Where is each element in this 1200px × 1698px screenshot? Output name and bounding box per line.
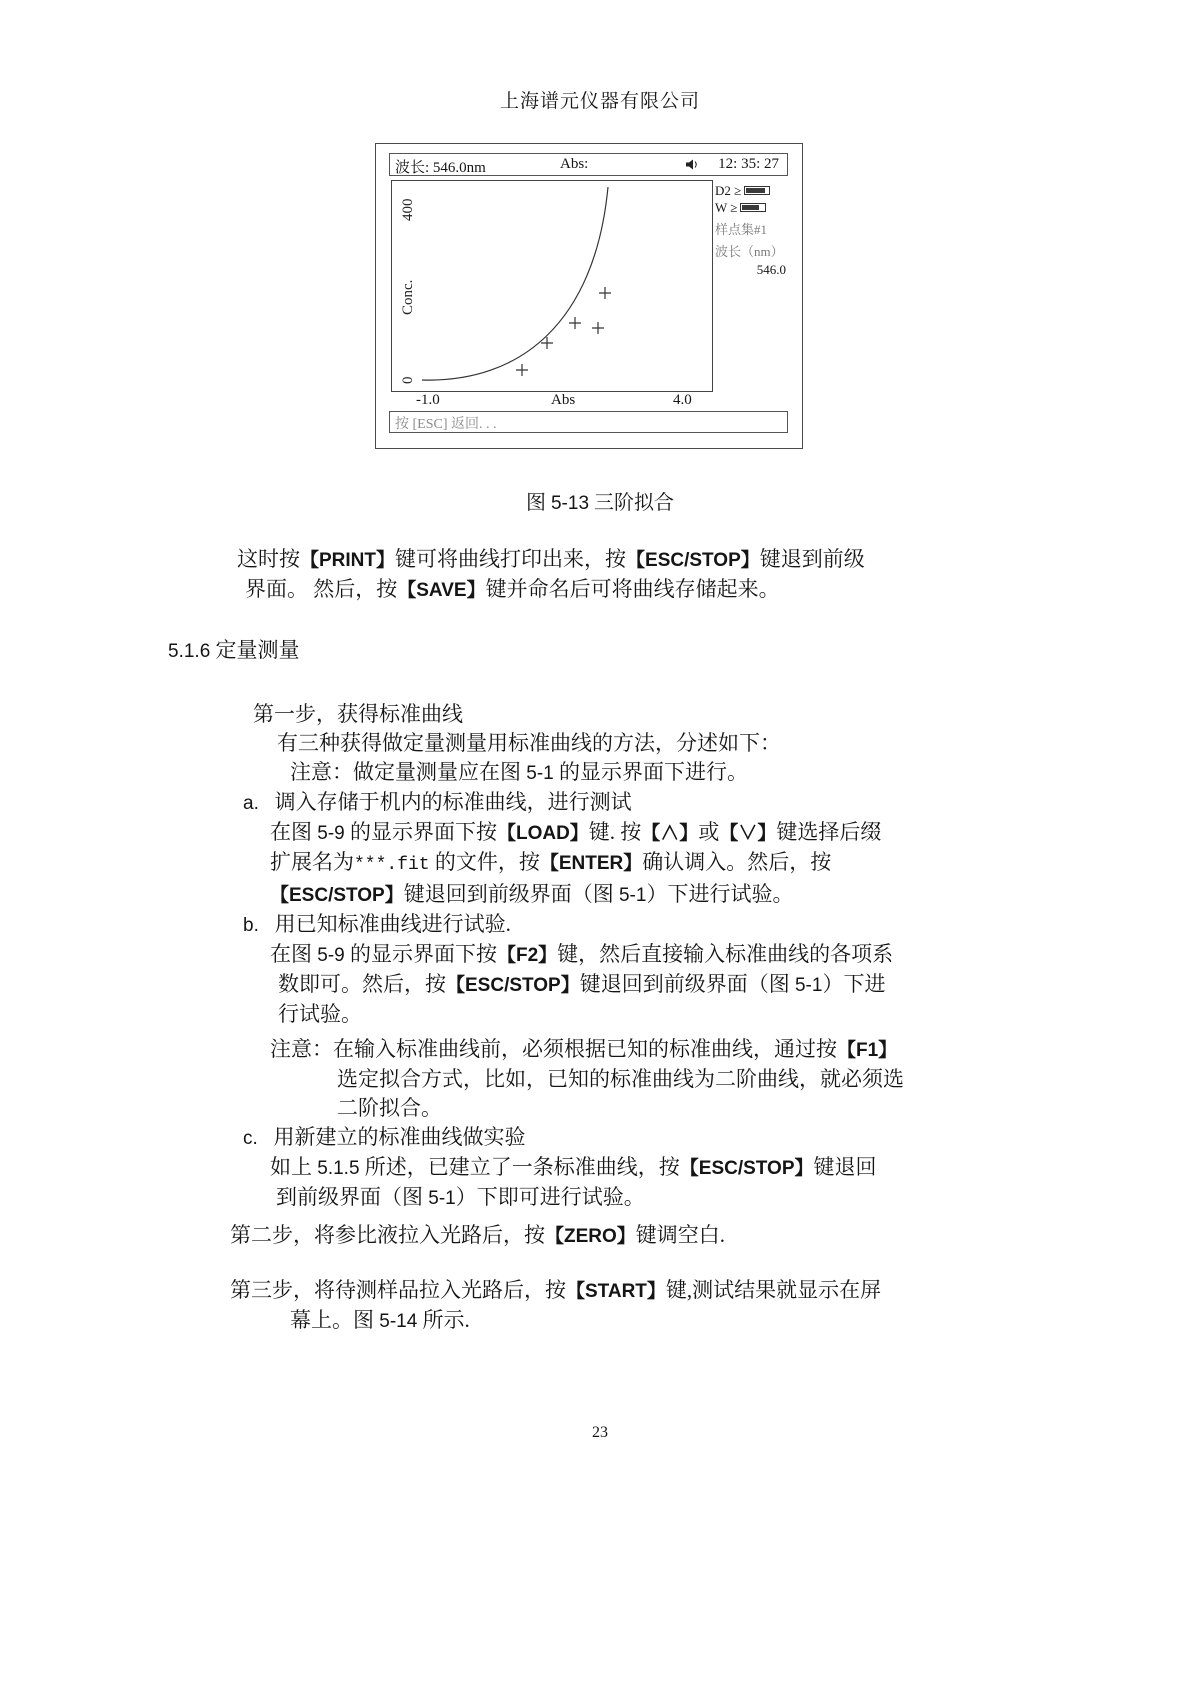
wavelength-readout: 波长: 546.0nm — [395, 160, 486, 176]
text-segment: . 按 — [609, 820, 642, 844]
text-segment: 【∨】 — [719, 823, 777, 844]
text-line — [0, 636, 1140, 666]
clock-readout: 12: 35: 27 — [718, 156, 779, 172]
text-segment: 二阶拟合。 — [337, 1096, 442, 1120]
data-point-marker — [516, 364, 528, 376]
text-segment: 5-9 — [317, 823, 345, 844]
text-segment: 到前级界面（图 — [276, 1185, 429, 1209]
text-segment: ）下即可进行试验。 — [455, 1185, 645, 1209]
text-segment: 键退回 — [813, 1155, 877, 1179]
text-segment: 键调空白. — [635, 1223, 726, 1247]
x-axis-title: Abs — [551, 392, 576, 408]
text-segment: 【LOAD】 — [496, 823, 589, 844]
text-segment: 如上 — [270, 1155, 318, 1179]
body-step3-text — [0, 1276, 1140, 1336]
text-segment: 第三步，将待测样品拉入光路后，按 — [230, 1278, 566, 1302]
d2-lamp-label: D2 ≥ — [715, 182, 742, 198]
d2-energy-bar — [744, 186, 770, 195]
text-line — [0, 848, 1140, 880]
y-axis-max-label: 400 — [400, 198, 416, 221]
document-header: 上海谱元仪器有限公司 — [499, 91, 700, 112]
text-segment: 幕上。图 — [290, 1308, 380, 1332]
text-segment: 调入存储于机内的标准曲线，进行测试 — [258, 790, 632, 814]
text-line — [0, 1276, 1140, 1306]
text-segment: 键并命名后可将曲线存储起来。 — [485, 577, 780, 601]
text-segment: 的文件，按 — [429, 850, 540, 874]
text-segment: 所述，已建立了一条标准曲线，按 — [359, 1155, 680, 1179]
d2-energy-fill — [746, 188, 765, 193]
text-segment: 5-1 — [526, 763, 554, 784]
text-line — [0, 700, 1140, 729]
fit-curve — [422, 187, 608, 380]
text-segment: 注意：在输入标准曲线前，必须根据已知的标准曲线，通过按 — [270, 1037, 837, 1061]
text-segment: ,测试结果就显示在屏 — [686, 1278, 882, 1302]
paragraph-print-save — [0, 545, 1140, 605]
text-segment: 5-9 — [317, 945, 345, 966]
text-segment: ）下进 — [822, 972, 886, 996]
text-segment: 5.1.5 — [317, 1158, 360, 1179]
esc-hint-bar: 按 [ESC] 返回. . . — [389, 411, 788, 433]
w-energy-bar — [740, 203, 766, 212]
status-bar — [389, 153, 788, 176]
text-segment: 有三种获得做定量测量用标准曲线的方法，分述如下： — [277, 731, 781, 755]
text-line — [0, 1065, 1140, 1094]
text-line — [0, 1035, 1140, 1065]
text-segment: 定量测量 — [210, 638, 300, 662]
text-segment: 5-1 — [618, 885, 647, 906]
text-segment: 【ESC/STOP】 — [679, 1158, 814, 1179]
text-segment: 键退到前级 — [759, 547, 865, 571]
text-segment: 界面。 然后，按 — [245, 577, 398, 601]
body-step1-text — [0, 700, 1140, 1213]
text-segment: 第一步，获得标准曲线 — [253, 702, 463, 726]
text-segment: 【PRINT】 — [300, 550, 396, 571]
wavelength-unit-label: 波长（nm） — [715, 244, 784, 259]
text-segment: 5-1 — [428, 1188, 456, 1209]
text-segment: 三阶拟合 — [589, 492, 675, 514]
text-segment: 【ESC/STOP】 — [446, 975, 580, 996]
wavelength-value: 546.0 — [756, 262, 786, 277]
text-line — [0, 1094, 1140, 1123]
text-segment: 数即可。然后，按 — [278, 972, 446, 996]
text-segment: 【SAVE】 — [397, 580, 486, 601]
text-segment: 或 — [698, 820, 720, 844]
text-segment: 在图 — [270, 942, 318, 966]
text-segment: 的显示界面下进行。 — [553, 760, 748, 784]
text-line — [0, 970, 1140, 1000]
text-line — [0, 788, 1140, 818]
text-segment: 【ESC/STOP】 — [270, 885, 404, 906]
text-segment: 图 — [525, 492, 551, 514]
text-segment: 5-13 — [550, 493, 590, 514]
text-line — [0, 1183, 1140, 1213]
y-axis-min-label: 0 — [400, 376, 416, 384]
text-segment: 键选择后缀 — [776, 820, 882, 844]
text-segment: 选定拟合方式，比如，已知的标准曲线为二阶曲线，就必须选 — [337, 1067, 904, 1091]
y-axis-title: Conc. — [400, 279, 416, 315]
text-segment: 扩展名为 — [270, 850, 354, 874]
side-panel — [715, 182, 789, 278]
data-point-marker — [569, 317, 581, 329]
text-line — [0, 545, 1140, 575]
text-line — [0, 880, 1140, 910]
text-segment: 用已知标准曲线进行试验. — [258, 912, 511, 936]
page-number: 23 — [592, 1424, 608, 1441]
text-segment: 行试验。 — [278, 1002, 362, 1026]
section-heading-5-1-6 — [0, 636, 1140, 666]
text-segment: 确认调入。然后，按 — [642, 850, 832, 874]
text-segment: 【ESC/STOP】 — [626, 550, 760, 571]
text-segment: 5.1.6 — [168, 641, 211, 662]
text-segment: 的显示界面下按 — [344, 942, 497, 966]
text-line — [0, 758, 1140, 788]
text-line — [0, 910, 1140, 940]
text-line — [0, 1000, 1140, 1029]
text-segment: 键退回到前级界面（图 — [403, 882, 619, 906]
text-segment: 【F2】 — [496, 945, 558, 966]
text-line — [0, 818, 1140, 848]
text-segment: 第二步，将参比液拉入光路后，按 — [230, 1223, 545, 1247]
figure-caption — [0, 486, 1200, 515]
text-segment: 所示. — [417, 1308, 470, 1332]
text-segment: 键 — [665, 1278, 687, 1302]
text-segment: 键 — [588, 820, 610, 844]
text-segment: ***.fit — [354, 855, 430, 875]
text-segment: 的显示界面下按 — [344, 820, 497, 844]
text-line — [0, 940, 1140, 970]
text-line — [0, 1221, 1140, 1251]
x-axis-min-label: -1.0 — [416, 392, 440, 408]
sample-set-label: 样点集#1 — [715, 222, 768, 237]
text-segment: 5-1 — [794, 975, 823, 996]
x-axis-max-label: 4.0 — [673, 392, 692, 408]
text-segment: 这时按 — [237, 547, 300, 571]
text-segment: 【ZERO】 — [545, 1226, 636, 1247]
text-segment: 5-14 — [379, 1311, 418, 1332]
abs-readout-label: Abs: — [560, 156, 589, 172]
text-line — [0, 1153, 1140, 1183]
speaker-icon — [686, 158, 699, 176]
text-segment: b. — [243, 915, 259, 936]
plot-area — [391, 180, 713, 392]
w-lamp-row — [715, 199, 789, 216]
text-segment: 在图 — [270, 820, 318, 844]
text-segment: 【START】 — [566, 1281, 666, 1302]
text-segment: 【F1】 — [837, 1040, 898, 1061]
text-segment: 键可将曲线打印出来，按 — [395, 547, 627, 571]
data-point-marker — [592, 322, 604, 334]
text-segment: 【∧】 — [641, 823, 699, 844]
d2-lamp-row — [715, 182, 789, 199]
data-point-marker — [599, 287, 611, 299]
text-line — [0, 1123, 1140, 1153]
text-segment: a. — [243, 793, 259, 814]
text-segment: 用新建立的标准曲线做实验 — [257, 1125, 526, 1149]
text-segment: 键，然后直接输入标准曲线的各项系 — [557, 942, 894, 966]
figure-5-13 — [375, 143, 803, 449]
text-segment: 【ENTER】 — [539, 853, 643, 874]
text-segment: 注意：做定量测量应在图 — [290, 760, 527, 784]
w-lamp-label: W ≥ — [715, 199, 738, 215]
w-energy-fill — [742, 205, 759, 210]
text-line — [0, 1306, 1140, 1336]
text-segment: ）下进行试验。 — [646, 882, 794, 906]
text-segment: 键退回到前级界面（图 — [579, 972, 795, 996]
text-segment: c. — [243, 1128, 258, 1149]
text-line — [0, 575, 1140, 605]
body-step2-text — [0, 1221, 1140, 1251]
text-line — [0, 729, 1140, 758]
